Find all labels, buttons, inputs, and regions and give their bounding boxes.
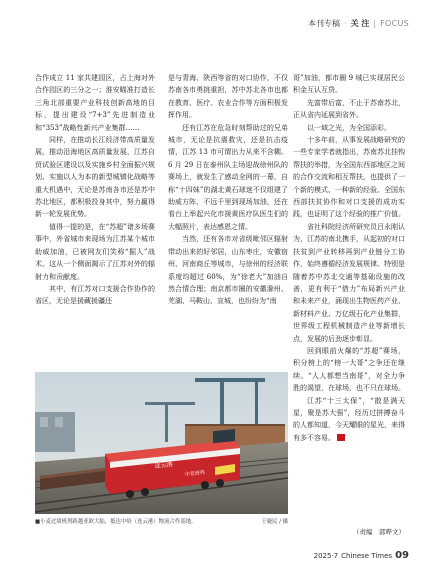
paragraph: 哥”加油，都市圈 9 城已实现居民公积金互认互贷。: [293, 74, 405, 95]
train-photo: [35, 372, 288, 514]
page-number: 09: [395, 550, 409, 561]
paragraph-final: [293, 395, 405, 445]
paragraph: 其中，有江苏对口支援合作协作的省区，无论是援藏援疆还: [35, 284, 155, 306]
paragraph-text: 江苏“十三太保”，“散是满天星，聚是苏大强”，经历过拼搏奋斗的人都知道，今天耀眼的星光，来得有多不容易。: [293, 396, 405, 442]
end-mark-icon: [337, 434, 345, 441]
page-header: [308, 18, 409, 29]
train-sign-text-2: 中亚班列: [184, 469, 206, 478]
page-footer: [314, 550, 409, 561]
text-column-2: [168, 72, 288, 372]
header-divider: |: [373, 19, 377, 28]
paragraph: 是与青海、陕西等省的对口协作，不仅苏南各市勇挑重担，苏中苏北各市也都在教育、医疗、农业合作等方面积极发挥作用。: [168, 74, 288, 120]
paragraph: 回到眼前火爆的“苏超”赛场，积分榜上的“榜一大哥”之争还在继续。“人人都想当南哥”，对全力争胜的渴望，在球场，也不只在球场。: [293, 346, 405, 393]
photo-caption: [35, 517, 288, 525]
paragraph: 还有江苏在危急时刻帮助过的兄弟城市，无论是抗震救灾，还是抗击疫情，江苏 13 市可谓出力从来不含糊。6 月 29 日在泰州队主场迎战徐州队的赛场上，就发生了感动全网的一幕，自称“十四妹”的湖北黄石球迷不仅组建了助威方阵，不远千里到现场加油，还在看台上举起兴化市援黄医疗队医生们的大幅照片，表达感恩之情。: [168, 123, 288, 231]
issue-date: 2025·7: [313, 552, 339, 560]
magazine-name: Chinese Times: [341, 552, 393, 560]
paragraph: 十多年前，从事发展战略研究的一些专家学者就指出，苏南苏北挂钩帮扶的举措，为全国东西部地区之间的合作交流和相互帮扶，也提供了一个新的模式、一种新的经验。全国东西部扶贫协作和对口支援的成功实践，也证明了这个经验的推广价值。: [293, 136, 405, 219]
paragraph: 合作成立 11 家共建园区，占上海对外合作园区的三分之一；淮安瞄准打造长三角北部重要产业科技创新高地的目标，提出建设“7+3”先进制造业和“353”战略性新兴产业集群……: [35, 74, 155, 132]
paragraph: 值得一提的是，在“苏超”诸多场赛事中，外省城市来现场为江苏某个城市助威加油，已被网友们笑称“掘人”战术。这从一个侧面揭示了江苏对外的辐射力和贡献度。: [35, 222, 155, 281]
freight-train-illustration: [35, 372, 288, 514]
paragraph: 先富带后富，不止于苏南苏北，正从省内延展到省外。: [293, 98, 405, 120]
editor-byline: （责编 郭晔文）: [353, 528, 405, 536]
paragraph: 省社科院经济所研究员吕永刚认为，江苏的南北携手，从起初的对口扶贫到产业转移再到产业链分工协作，始终遵循经济发展规律。特别是随着苏中苏北交通等基础设施的改善，更有利于“借力”布局新兴产业和未来产业，涌现出生物医药产业、新材料产业、万亿级石化产业集群，世界级工程机械制造产业等新增长点，发展的后劲逐步彰显。: [293, 222, 405, 343]
text-column-1: [35, 72, 155, 372]
section-label-cn: 本刊专稿: [308, 19, 341, 28]
section-label: 关 注: [350, 19, 370, 28]
header-dot: ·: [344, 19, 347, 28]
text-column-3: [293, 72, 405, 490]
paragraph: 同样，在推动长江经济带高质量发展、推动沿海地区高质量发展、江苏自贸试验区建设以及实施乡村全面振兴规划、实施以人为本的新型城镇化战略等重大机遇中，无论是苏南各市还是苏中苏北地区，都积极投身其中，努力赢得新一轮发展优势。: [35, 136, 155, 219]
paragraph: 以一域之光，为全国添彩。: [307, 123, 391, 132]
train-sign-text: 连云港: [154, 461, 174, 470]
section-label-en: FOCUS: [380, 19, 409, 28]
photo-credit: 王婕民 / 摄: [261, 519, 288, 525]
caption-text: ■小麦过境班列跨越亚欧大陆，抵达中哈（连云港）物流合作基地。: [35, 519, 197, 525]
paragraph: 当然，还有各市对省级毗邻区辐射带动出来的好邻居，山东枣庄，安徽宿州、河南商丘等城市，与徐州的经济联系度均超过 60%，为“徐老大”加油自然合情合理；南京都市圈的安徽滁州、芜湖、马鞍山、宣城，也纷纷为“南: [168, 235, 288, 306]
